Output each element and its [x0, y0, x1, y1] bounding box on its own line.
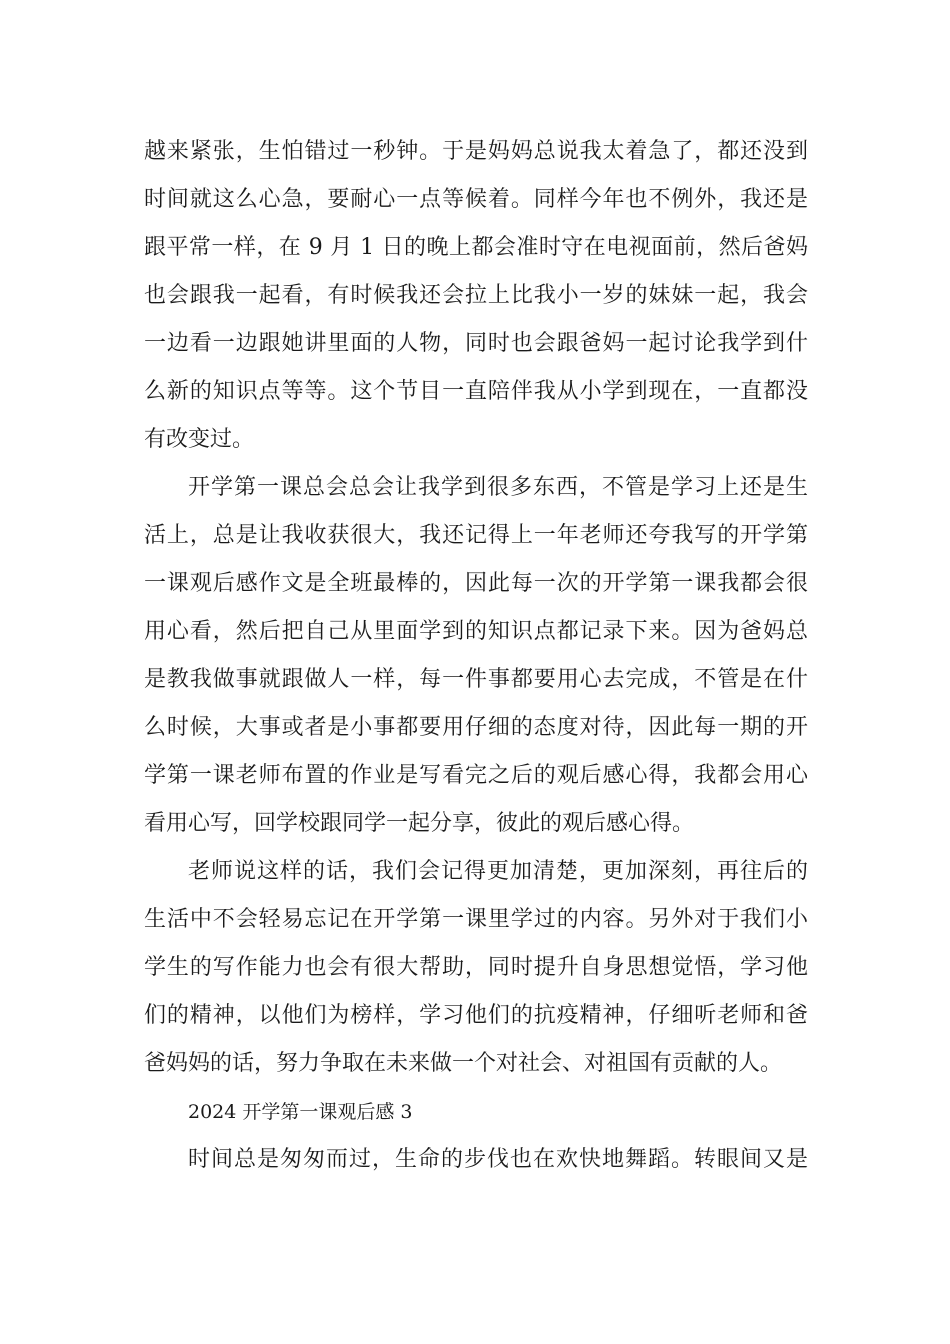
text-line: 学第一课老师布置的作业是写看完之后的观后感心得，我都会用心 [144, 763, 808, 788]
text-line: 一边看一边跟她讲里面的人物，同时也会跟爸妈一起讨论我学到什 [144, 331, 808, 356]
document-body [144, 128, 808, 1184]
section-heading: 2024 开学第一课观后感 3 [188, 1101, 413, 1123]
paragraph-1 [144, 128, 808, 464]
text-line: 学生的写作能力也会有很大帮助，同时提升自身思想觉悟，学习他 [144, 955, 808, 980]
text-line: 一课观后感作文是全班最棒的，因此每一次的开学第一课我都会很 [144, 571, 808, 596]
text-line: 时间总是匆匆而过，生命的步伐也在欢快地舞蹈。转眼间又是 [188, 1147, 808, 1172]
paragraph-3 [144, 848, 808, 1088]
text-line: 们的精神，以他们为榜样，学习他们的抗疫精神，仔细听老师和爸 [144, 1003, 808, 1028]
text-line: 老师说这样的话，我们会记得更加清楚，更加深刻，再往后的 [188, 859, 808, 884]
text-line: 也会跟我一起看，有时候我还会拉上比我小一岁的妹妹一起，我会 [144, 283, 808, 308]
text-line: 么新的知识点等等。这个节目一直陪伴我从小学到现在，一直都没 [144, 379, 808, 404]
text-line: 开学第一课总会总会让我学到很多东西，不管是学习上还是生 [188, 475, 808, 500]
text-line: 是教我做事就跟做人一样，每一件事都要用心去完成，不管是在什 [144, 667, 808, 692]
paragraph-2 [144, 464, 808, 848]
text-line: 爸妈妈的话，努力争取在未来做一个对社会、对祖国有贡献的人。 [144, 1051, 783, 1076]
text-line: 有改变过。 [144, 427, 255, 452]
text-line: 生活中不会轻易忘记在开学第一课里学过的内容。另外对于我们小 [144, 907, 808, 932]
text-line: 跟平常一样，在 9 月 1 日的晚上都会准时守在电视面前，然后爸妈 [144, 235, 808, 260]
text-line: 么时候，大事或者是小事都要用仔细的态度对待，因此每一期的开 [144, 715, 808, 740]
text-line: 时间就这么心急，要耐心一点等候着。同样今年也不例外，我还是 [144, 187, 808, 212]
text-line: 看用心写，回学校跟同学一起分享，彼此的观后感心得。 [144, 811, 695, 836]
text-line: 越来紧张，生怕错过一秒钟。于是妈妈总说我太着急了，都还没到 [144, 139, 808, 164]
text-line: 活上，总是让我收获很大，我还记得上一年老师还夸我写的开学第 [144, 523, 808, 548]
text-line: 用心看，然后把自己从里面学到的知识点都记录下来。因为爸妈总 [144, 619, 808, 644]
